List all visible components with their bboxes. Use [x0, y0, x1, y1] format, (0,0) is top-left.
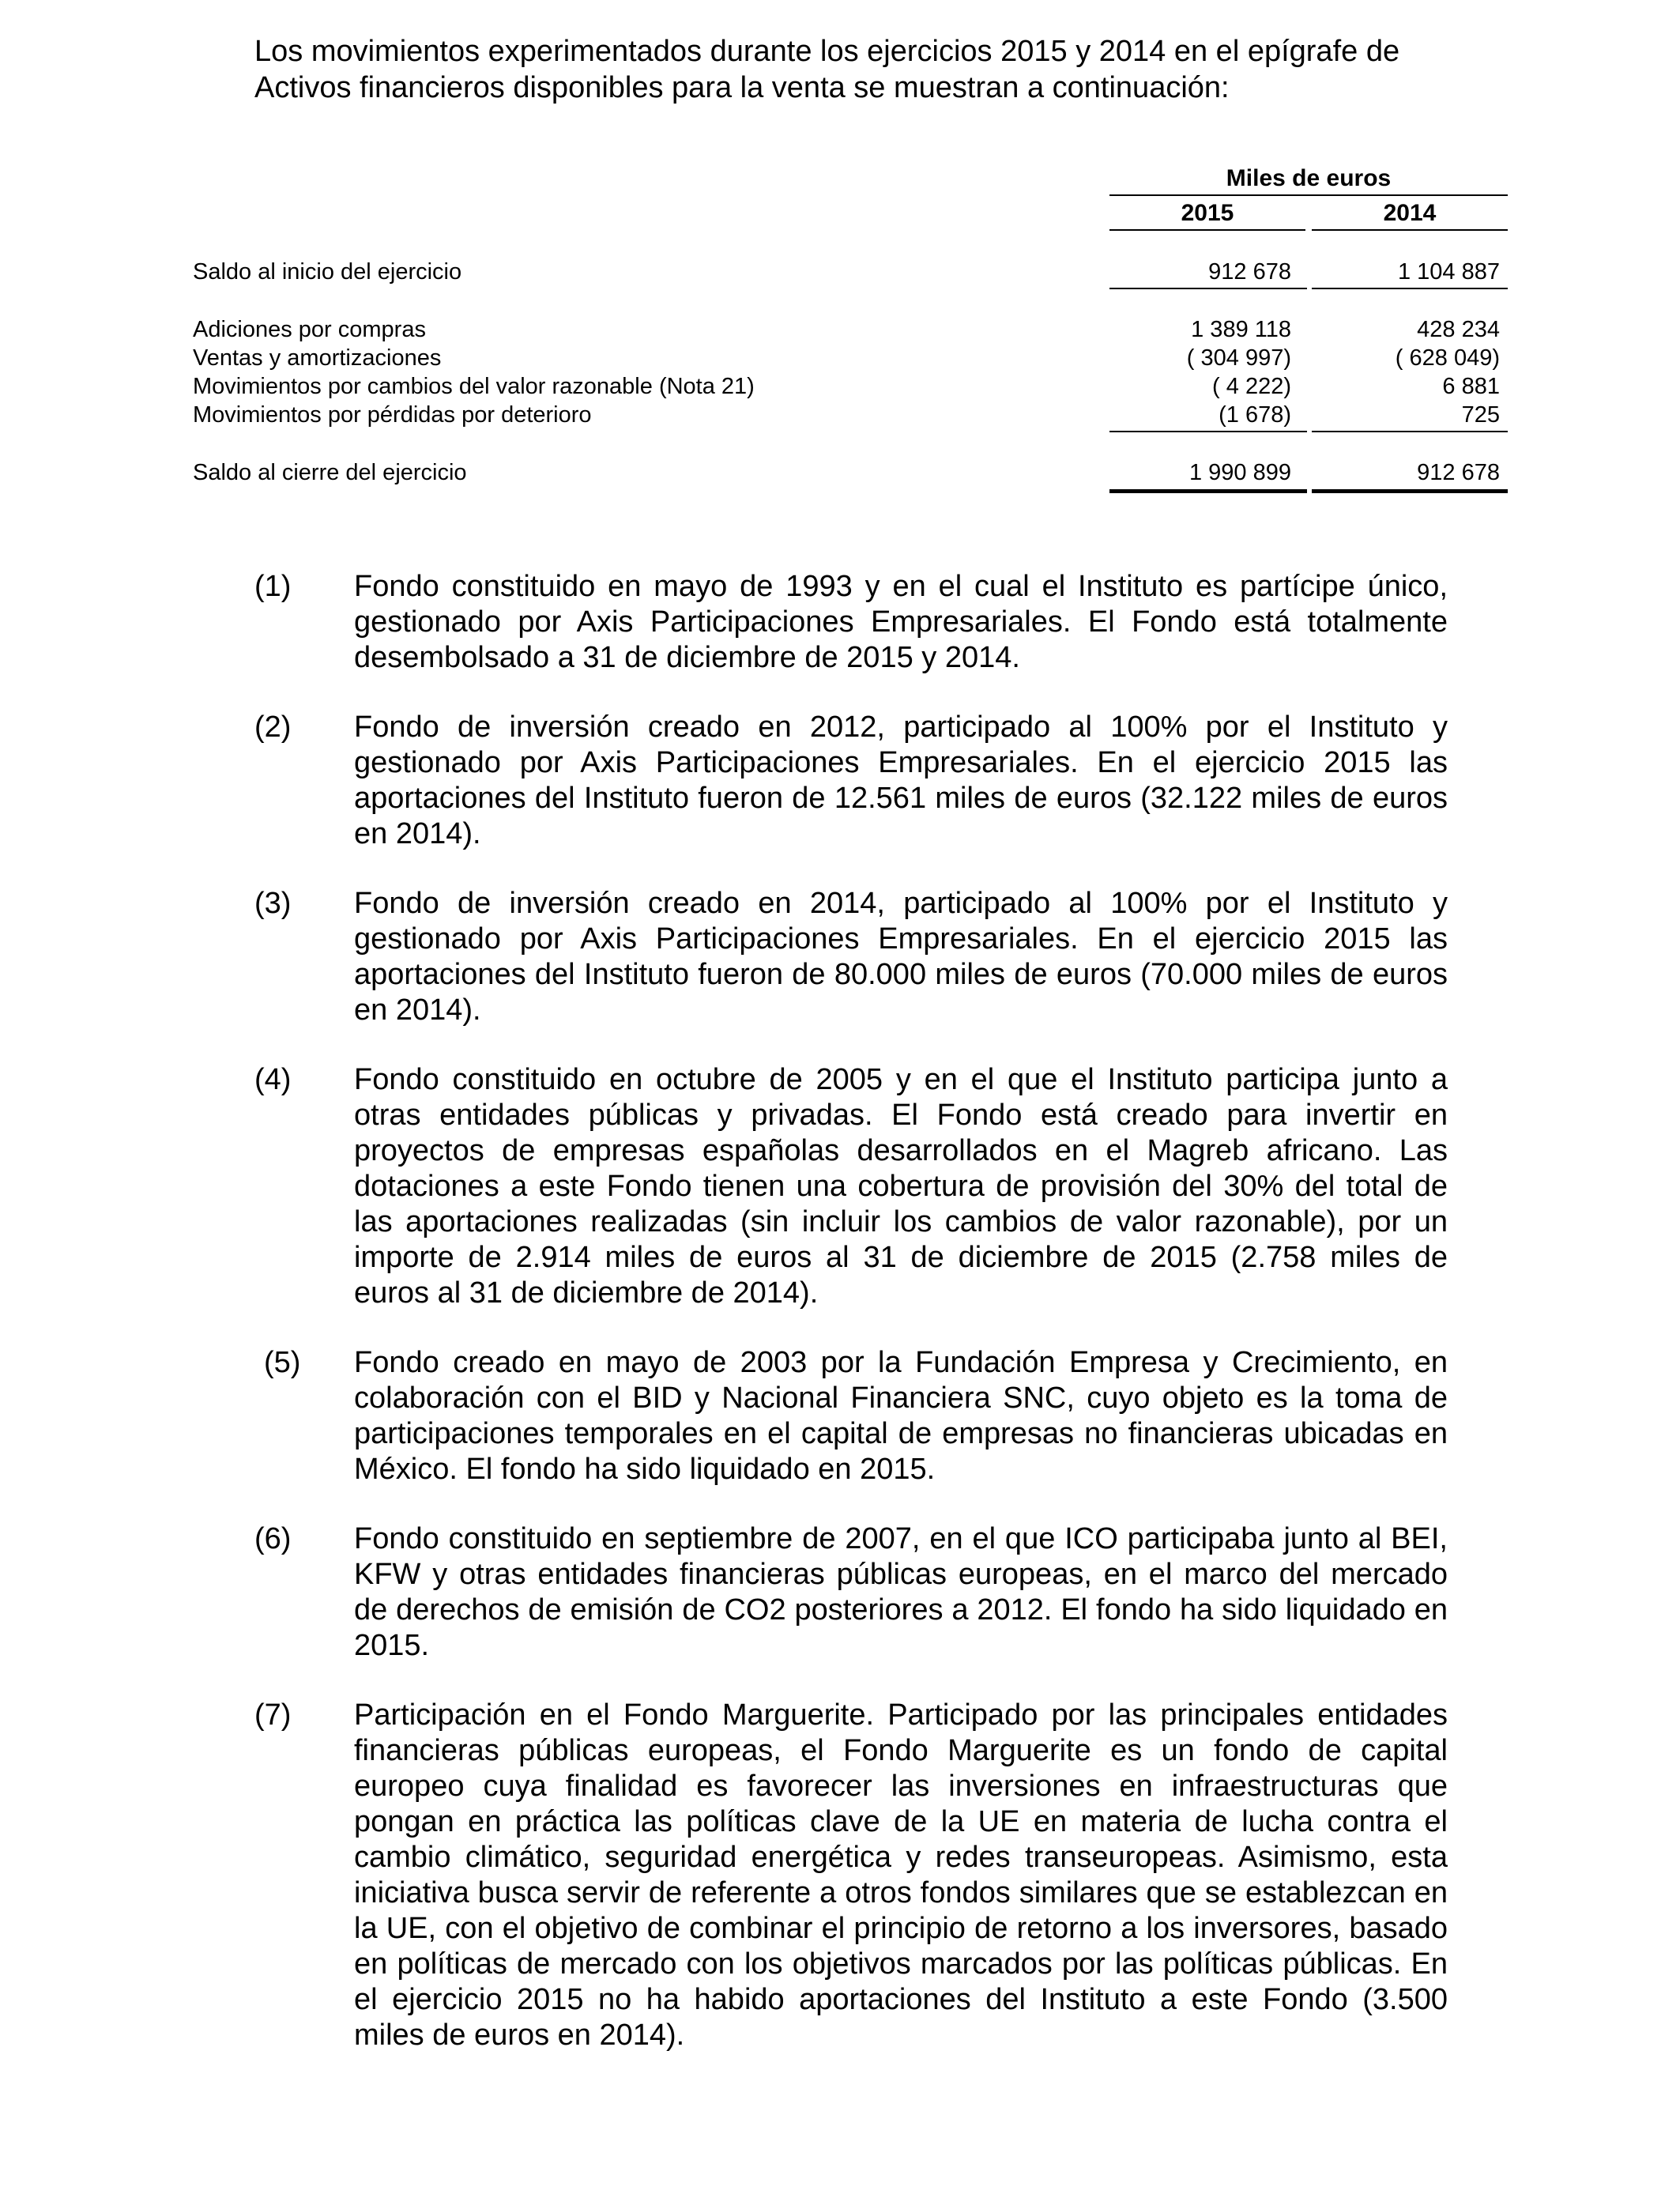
opening-rule-2015 [1109, 288, 1307, 289]
movement-value-2015: ( 304 997) [1186, 345, 1291, 371]
note-text: Fondo de inversión creado en 2014, participado al 100% por el Instituto y gestionado por Axis Participaciones Empresariales. En el ejercicio 2015 las aportaciones del Instituto fueron de 80.000 miles de euros (70.000 miles de euros en 2014). [354, 887, 1448, 1027]
note-item [254, 1698, 1448, 2053]
note-number: (4) [254, 1063, 292, 1096]
note-item [254, 886, 1448, 1028]
note-text: Participación en el Fondo Marguerite. Participado por las principales entidades financieras públicas europeas, el Fondo Marguerite es un fondo de capital europeo cuya finalidad es favorecer las inversiones en infraestructuras que pongan en práctica las políticas clave de la UE en materia de lucha contra el cambio climático, seguridad energética y redes transeuropeas. Asimismo, esta iniciativa busca servir de referente a otros fondos similares que se establezcan en la UE, con el objetivo de combinar el principio de retorno a los inversores, basado en políticas de mercado con los objetivos marcados por las políticas públicas. En el ejercicio 2015 no ha habido aportaciones del Instituto a este Fondo (3.500 miles de euros en 2014). [354, 1698, 1448, 2052]
note-number: (7) [254, 1698, 292, 1732]
movement-value-2014: 428 234 [1417, 317, 1500, 342]
movements-rule-2014 [1312, 431, 1508, 432]
movement-value-2014: ( 628 049) [1395, 345, 1500, 371]
note-item [254, 1521, 1448, 1664]
unit-header: Miles de euros [1109, 164, 1508, 196]
closing-balance-2015: 1 990 899 [1188, 460, 1291, 485]
closing-balance-2014: 912 678 [1417, 460, 1500, 485]
movements-rule-2015 [1109, 431, 1307, 432]
note-number: (5) [264, 1346, 301, 1379]
note-text: Fondo constituido en mayo de 1993 y en el cual el Instituto es partícipe único, gestionado por Axis Participaciones Empresariales. El Fondo está totalmente desembolsado a 31 de diciembre de 2015 y 2014. [354, 570, 1448, 674]
movement-value-2015: (1 678) [1219, 402, 1291, 428]
opening-balance-2015: 912 678 [1208, 259, 1291, 285]
movement-label: Movimientos por pérdidas por deterioro [193, 402, 592, 428]
note-item [254, 710, 1448, 852]
note-text: Fondo constituido en septiembre de 2007, en el que ICO participaba junto al BEI, KFW y otras entidades financieras públicas europeas, en el marco del mercado de derechos de emisión de CO2 posteriores a 2012. El fondo ha sido liquidado en 2015. [354, 1522, 1448, 1662]
note-item [254, 1062, 1448, 1311]
closing-balance-label: Saldo al cierre del ejercicio [193, 460, 467, 485]
movement-value-2014: 725 [1461, 402, 1500, 428]
year-header-2014: 2014 [1312, 199, 1508, 231]
closing-rule-2014 [1312, 489, 1508, 493]
opening-rule-2014 [1312, 288, 1508, 289]
note-item [254, 1345, 1448, 1487]
closing-rule-2015 [1109, 489, 1307, 493]
note-text: Fondo creado en mayo de 2003 por la Fundación Empresa y Crecimiento, en colaboración con el BID y Nacional Financiera SNC, cuyo objeto es la toma de participaciones temporales en el capital de empresas no financieras ubicadas en México. El fondo ha sido liquidado en 2015. [354, 1346, 1448, 1486]
note-text: Fondo constituido en octubre de 2005 y en el que el Instituto participa junto a otras entidades públicas y privadas. El Fondo está creado para invertir en proyectos de empresas españolas desarrollados en el Magreb africano. Las dotaciones a este Fondo tienen una cobertura de provisión del 30% del total de las aportaciones realizadas (sin incluir los cambios de valor razonable), por un importe de 2.914 miles de euros al 31 de diciembre de 2015 (2.758 miles de euros al 31 de diciembre de 2014). [354, 1063, 1448, 1310]
intro-paragraph: Los movimientos experimentados durante los ejercicios 2015 y 2014 en el epígrafe de Activos financieros disponibles para la venta se muestran a continuación: [254, 35, 1400, 104]
note-number: (3) [254, 887, 292, 920]
movements-table [193, 164, 1508, 512]
movement-value-2015: 1 389 118 [1191, 317, 1291, 342]
movement-label: Movimientos por cambios del valor razonable (Nota 21) [193, 374, 755, 399]
movement-label: Adiciones por compras [193, 317, 426, 342]
note-text: Fondo de inversión creado en 2012, participado al 100% por el Instituto y gestionado por Axis Participaciones Empresariales. En el ejercicio 2015 las aportaciones del Instituto fueron de 12.561 miles de euros (32.122 miles de euros en 2014). [354, 711, 1448, 850]
movement-value-2015: ( 4 222) [1212, 374, 1291, 399]
opening-balance-label: Saldo al inicio del ejercicio [193, 259, 462, 285]
note-number: (1) [254, 570, 292, 603]
note-item [254, 569, 1448, 676]
year-header-2015: 2015 [1109, 199, 1305, 231]
movement-value-2014: 6 881 [1442, 374, 1500, 399]
notes-list [254, 569, 1448, 2087]
movement-label: Ventas y amortizaciones [193, 345, 442, 371]
opening-balance-2014: 1 104 887 [1397, 259, 1500, 285]
note-number: (2) [254, 711, 292, 744]
note-number: (6) [254, 1522, 292, 1555]
